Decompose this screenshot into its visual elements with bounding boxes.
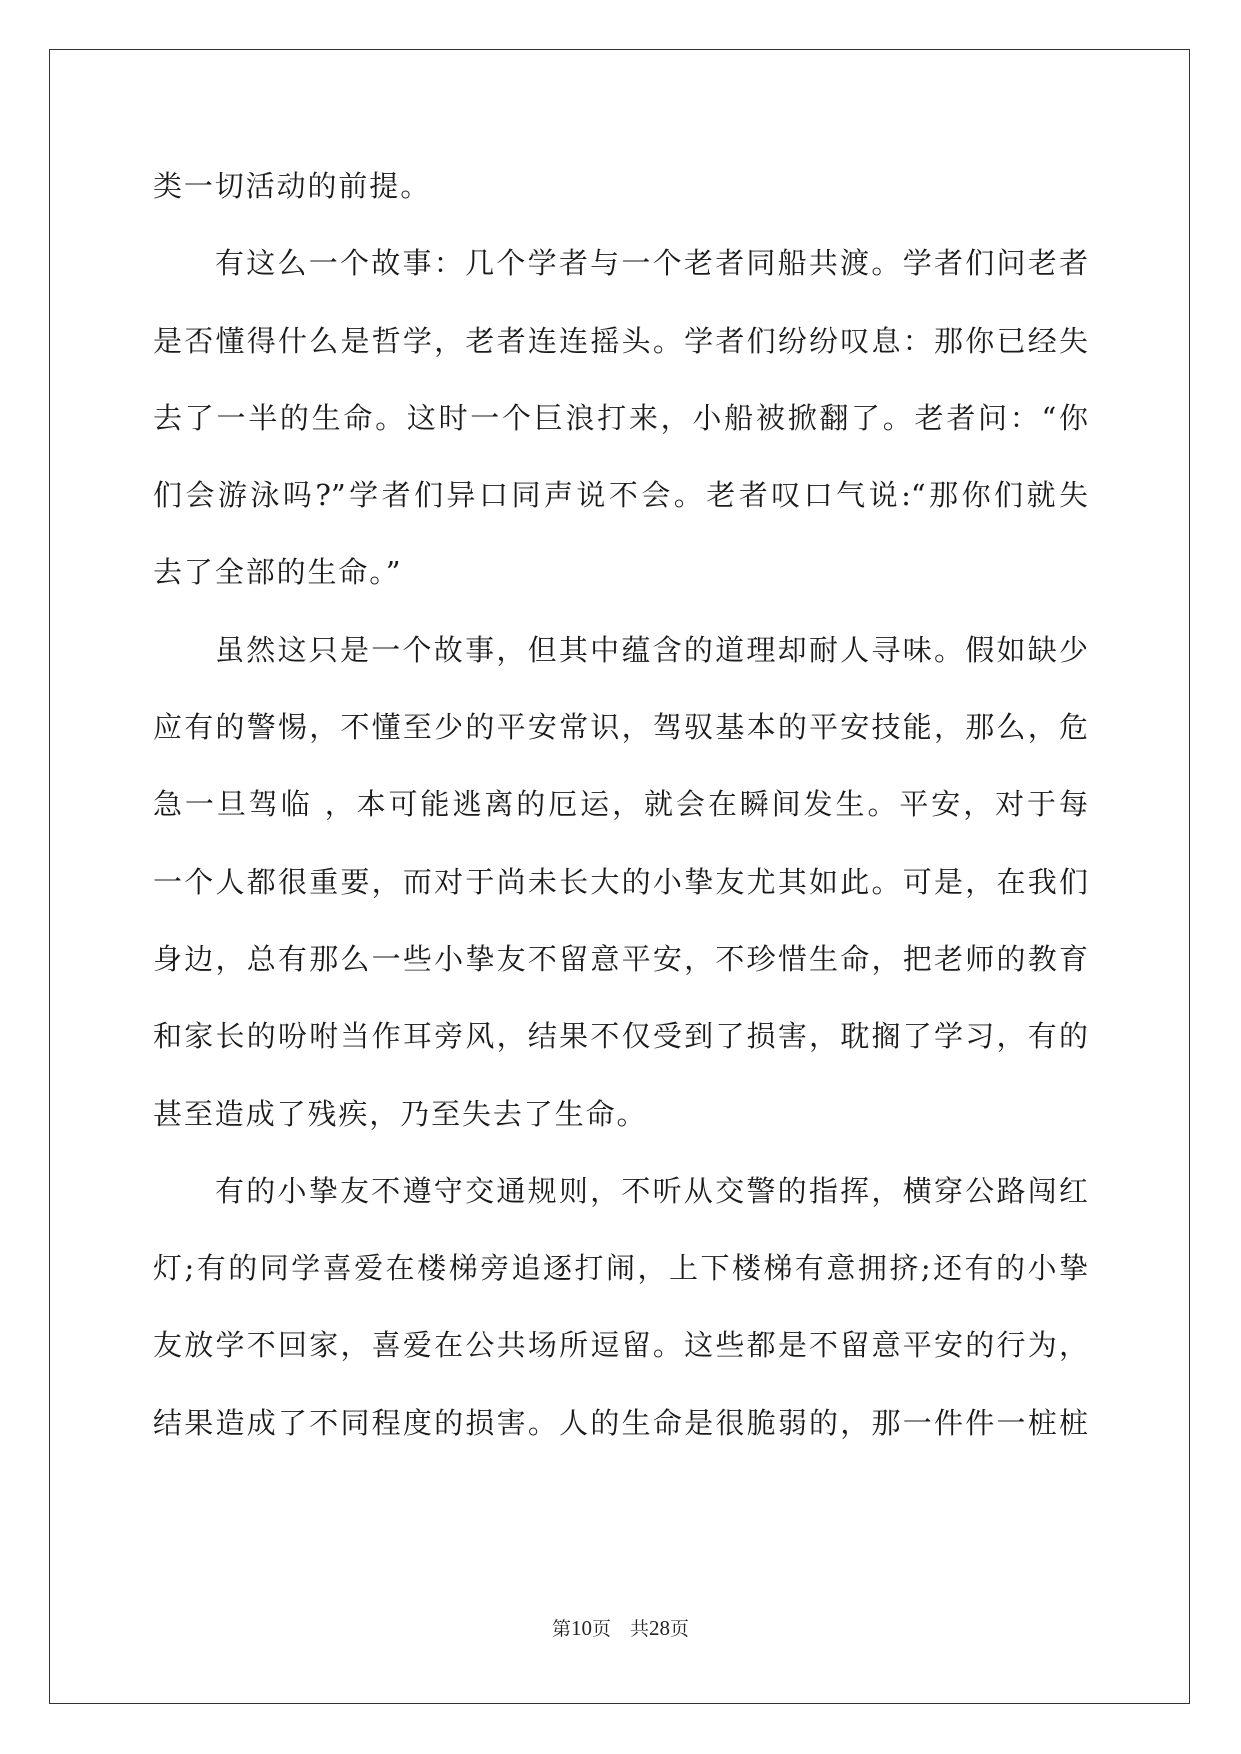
text-line: 友放学不回家，喜爱在公共场所逗留。这些都是不留意平安的行为， [153, 1328, 1088, 1363]
text-line: 急一旦驾临 ，本可能逃离的厄运，就会在瞬间发生。平安，对于每 [153, 787, 1088, 822]
text-line: 去了全部的生命。” [153, 555, 403, 590]
text-line: 结果造成了不同程度的损害。人的生命是很脆弱的，那一件件一桩桩 [153, 1405, 1088, 1440]
page-footer [0, 1616, 1241, 1641]
footer-prefix: 第 [551, 1618, 571, 1640]
text-line: 有的小挚友不遵守交通规则，不听从交警的指挥，横穿公路闯红 [215, 1173, 1088, 1208]
text-line: 甚至造成了残疾，乃至失去了生命。 [153, 1096, 648, 1131]
footer-separator: 页 共 [591, 1618, 649, 1640]
current-page-number: 10 [570, 1616, 592, 1640]
text-line: 和家长的吩咐当作耳旁风，结果不仅受到了损害，耽搁了学习，有的 [153, 1019, 1088, 1054]
document-body [153, 166, 1088, 1480]
text-line: 去了一半的生命。这时一个巨浪打来，小船被掀翻了。老者问：“你 [153, 400, 1088, 435]
footer-suffix: 页 [670, 1618, 690, 1640]
text-line: 一个人都很重要，而对于尚未长大的小挚友尤其如此。可是，在我们 [153, 864, 1088, 899]
text-line: 们会游泳吗?”学者们异口同声说不会。老者叹口气说:“那你们就失 [153, 478, 1088, 513]
text-line: 有这么一个故事：几个学者与一个老者同船共渡。学者们问老者 [215, 246, 1088, 281]
text-line: 身边，总有那么一些小挚友不留意平安，不珍惜生命，把老师的教育 [153, 941, 1088, 976]
text-line: 灯;有的同学喜爱在楼梯旁追逐打闹，上下楼梯有意拥挤;还有的小挚 [153, 1251, 1088, 1286]
text-line: 类一切活动的前提。 [153, 169, 432, 203]
total-page-number: 28 [649, 1616, 670, 1640]
text-line: 虽然这只是一个故事，但其中蕴含的道理却耐人寻味。假如缺少 [215, 632, 1088, 667]
text-line: 应有的警惕，不懂至少的平安常识，驾驭基本的平安技能，那么，危 [153, 710, 1088, 745]
text-line: 是否懂得什么是哲学，老者连连摇头。学者们纷纷叹息：那你已经失 [153, 323, 1088, 358]
